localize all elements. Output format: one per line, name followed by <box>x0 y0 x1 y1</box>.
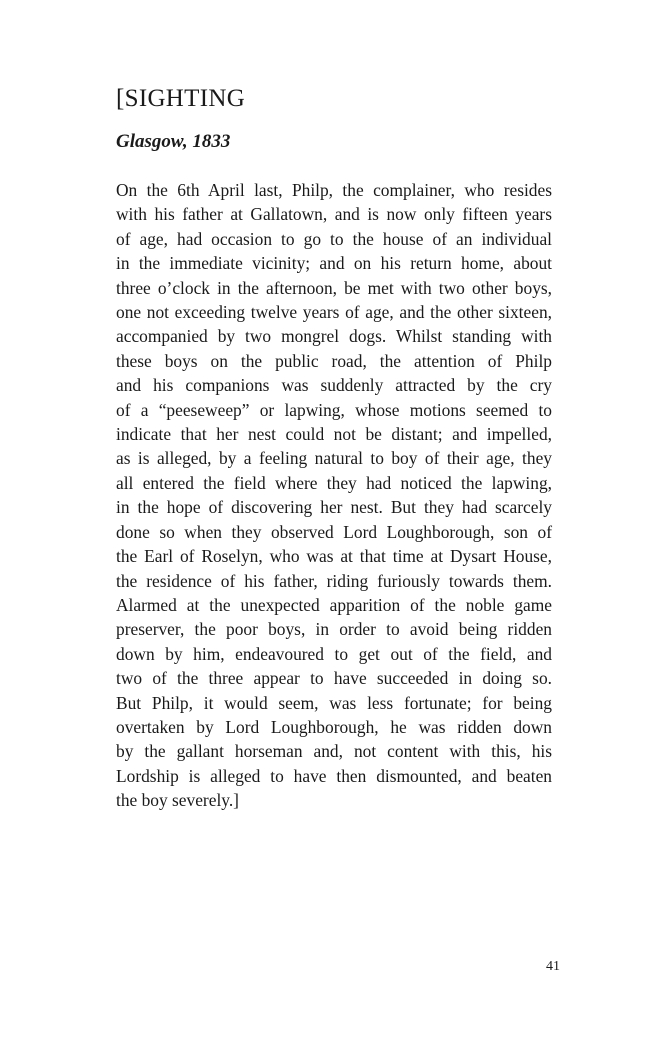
page-subtitle: Glasgow, 1833 <box>116 131 231 152</box>
body-line: On the 6th April last, Philp, the complainer, who resides <box>116 180 552 200</box>
body-line: preserver, the poor boys, in order to avoid being ridden <box>116 619 552 640</box>
body-line: the boy severely.] <box>116 790 239 811</box>
body-line: accompanied by two mongrel dogs. Whilst standing with <box>116 326 552 347</box>
page-number: 41 <box>546 959 560 974</box>
body-line: Lordship is alleged to have then dismounted, and beaten <box>116 765 552 786</box>
body-line: all entered the field where they had noticed the lapwing, <box>116 472 552 493</box>
body-line: overtaken by Lord Loughborough, he was ridden down <box>116 716 552 737</box>
body-line: the Earl of Roselyn, who was at that time at Dysart House, <box>116 546 552 567</box>
body-paragraph <box>116 178 552 813</box>
body-line: in the immediate vicinity; and on his return home, about <box>116 253 552 274</box>
body-line: and his companions was suddenly attracted by the cry <box>116 375 552 396</box>
body-line: two of the three appear to have succeeded in doing so. <box>116 668 552 689</box>
body-line: three o’clock in the afternoon, be met with two other boys, <box>116 277 552 298</box>
body-line: one not exceeding twelve years of age, and the other sixteen, <box>116 302 552 323</box>
page-title: [SIGHTING <box>116 85 246 112</box>
body-line: with his father at Gallatown, and is now only fifteen years <box>116 204 552 225</box>
body-line: as is alleged, by a feeling natural to boy of their age, they <box>116 448 552 469</box>
body-line: down by him, endeavoured to get out of the field, and <box>116 643 552 664</box>
body-line: these boys on the public road, the attention of Philp <box>116 350 552 371</box>
body-line: of a “peeseweep” or lapwing, whose motions seemed to <box>116 399 552 420</box>
body-line: Alarmed at the unexpected apparition of the noble game <box>116 594 552 615</box>
body-line: of age, had occasion to go to the house of an individual <box>116 228 552 249</box>
body-line: indicate that her nest could not be distant; and impelled, <box>116 424 552 445</box>
body-line: But Philp, it would seem, was less fortunate; for being <box>116 692 552 713</box>
body-line: the residence of his father, riding furiously towards them. <box>116 570 552 591</box>
body-line: by the gallant horseman and, not content with this, his <box>116 741 552 762</box>
body-line: in the hope of discovering her nest. But they had scarcely <box>116 497 552 518</box>
body-line: done so when they observed Lord Loughborough, son of <box>116 521 552 542</box>
